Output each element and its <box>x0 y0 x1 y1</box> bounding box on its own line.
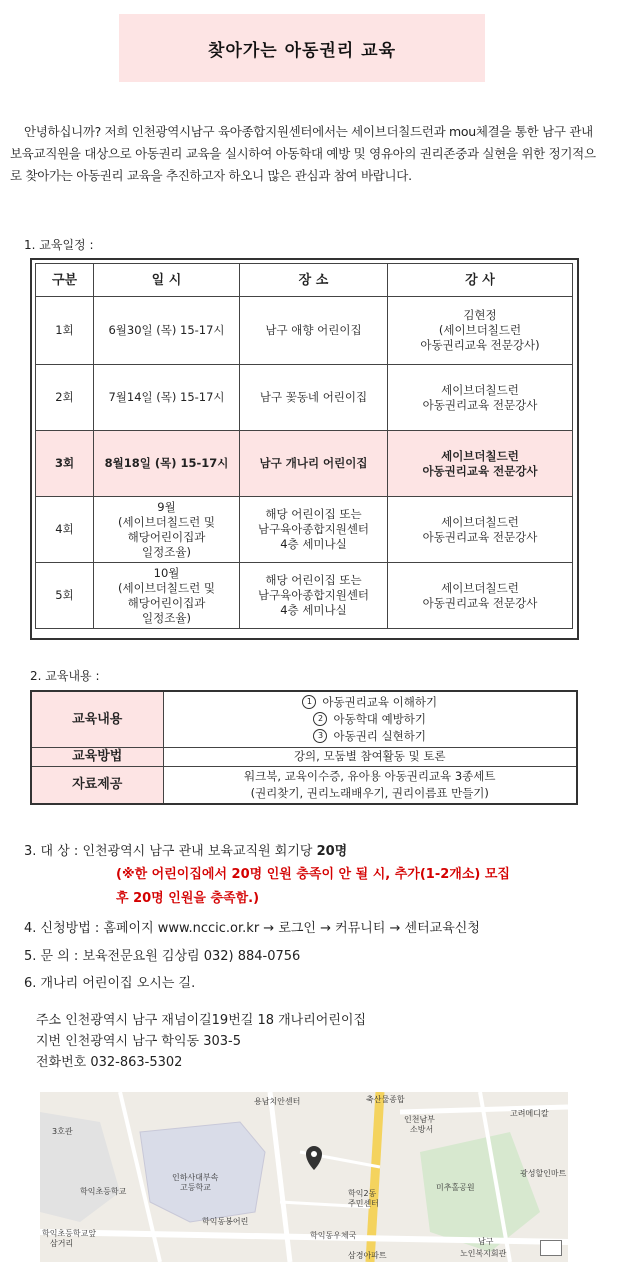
instructor-line: 아동권리교육 전문강사 <box>422 397 538 412</box>
target-line <box>24 840 347 859</box>
map-label: 삼경아파트 <box>348 1251 387 1260</box>
map-label: 미추홀공원 <box>436 1183 475 1192</box>
session-date: 7월14일 (목) 15-17시 <box>94 365 240 431</box>
map-label: 노인복지회관 <box>460 1249 507 1258</box>
header-cell: 구분 <box>36 264 94 297</box>
address-block <box>36 1010 366 1073</box>
session-instructor <box>388 297 573 365</box>
label-material: 자료제공 <box>31 766 163 804</box>
instructor-line: 세이브더칠드런 <box>441 448 519 463</box>
list-item <box>164 694 577 711</box>
inquiry-text: 보육전문요원 김상림 032) 884-0756 <box>82 949 301 964</box>
map-label: 인하사대부속 <box>172 1173 219 1182</box>
place-line: 해당 어린이집 또는 <box>265 573 362 587</box>
place-line: 남구육아종합지원센터 <box>257 588 370 602</box>
instructor-line: 아동권리교육 전문강사 <box>422 595 538 610</box>
date-line: 해당어린이집과 <box>127 595 206 610</box>
schedule-heading: 1. 교육일정 : <box>24 238 94 252</box>
place-line: 4층 세미나실 <box>280 537 347 551</box>
instructor-line: 세이브더칠드런 <box>441 514 519 529</box>
inquiry-line <box>24 945 300 964</box>
number-circle: 3 <box>313 729 327 743</box>
map-label: 3호관 <box>52 1127 73 1136</box>
header-cell: 강 사 <box>388 264 573 297</box>
target-label: 3. 대 상 : <box>24 844 79 859</box>
material-text <box>163 766 577 804</box>
instructor-line: (세이브더칠드런 <box>438 323 522 337</box>
map-label: 인천남부 <box>404 1115 435 1124</box>
title-box <box>119 14 485 82</box>
session-date <box>94 497 240 563</box>
map-expand-button[interactable] <box>540 1240 562 1256</box>
session-place: 남구 개나리 어린이집 <box>240 431 388 497</box>
map-label: 주민센터 <box>348 1199 379 1208</box>
session-date <box>94 563 240 629</box>
session-date: 8월18일 (목) 15-17시 <box>94 431 240 497</box>
place-line: 4층 세미나실 <box>280 603 347 617</box>
instructor-line: 아동권리교육 전문강사) <box>420 338 540 352</box>
map-label: 학익2동 <box>348 1189 377 1198</box>
apply-text: 홈페이지 www.nccic.or.kr → 로그인 → 커뮤니티 → 센터교육신청 <box>103 921 480 936</box>
table-row <box>36 297 573 365</box>
number-circle: 1 <box>302 695 316 709</box>
date-line: (세이브더칠드런 및 <box>117 580 215 595</box>
list-item <box>164 711 577 728</box>
session-instructor <box>388 497 573 563</box>
session-instructor <box>388 431 573 497</box>
map-label: 고등학교 <box>180 1183 211 1192</box>
instructor-line: 아동권리교육 전문강사 <box>422 463 538 478</box>
session-instructor <box>388 365 573 431</box>
map-label: 학익초등학교 <box>80 1187 127 1196</box>
session-place: 남구 꽃동네 어린이집 <box>240 365 388 431</box>
date-line: 해당어린이집과 <box>127 529 206 544</box>
inquiry-label: 5. 문 의 : <box>24 949 79 964</box>
instructor-line: 김현정 <box>463 308 497 322</box>
session-place: 남구 애향 어린이집 <box>240 297 388 365</box>
material-line: 워크북, 교육이수증, 유아용 아동권리교육 3종세트 <box>244 768 496 783</box>
session-no: 1회 <box>36 297 94 365</box>
date-line: 일정조율) <box>142 544 191 559</box>
target-note-1: (※한 어린이집에서 20명 인원 충족이 안 될 시, 추가(1-2개소) 모집 <box>116 867 510 882</box>
directions-heading: 6. 개나리 어린이집 오시는 길. <box>24 976 196 991</box>
address-phone: 전화번호 032-863-5302 <box>36 1055 183 1070</box>
session-no: 3회 <box>36 431 94 497</box>
number-circle: 2 <box>313 712 327 726</box>
target-count: 20명 <box>316 844 348 859</box>
location-map[interactable] <box>40 1092 568 1262</box>
table-row <box>31 766 577 804</box>
schedule-header-row <box>36 264 573 297</box>
session-no: 2회 <box>36 365 94 431</box>
schedule-table <box>35 263 573 629</box>
item-text: 아동권리 실현하기 <box>333 728 427 743</box>
method-text: 강의, 모둠별 참여활동 및 토론 <box>163 747 577 766</box>
session-date: 6월30일 (목) 15-17시 <box>94 297 240 365</box>
item-text: 아동학대 예방하기 <box>333 711 427 726</box>
map-label: 용남치안센터 <box>254 1097 301 1106</box>
table-row <box>31 691 577 747</box>
place-line: 남구육아종합지원센터 <box>257 522 370 536</box>
target-text: 인천광역시 남구 관내 보육교직원 회기당 <box>82 844 317 859</box>
instructor-line: 세이브더칠드런 <box>441 580 519 595</box>
table-row-highlighted <box>36 431 573 497</box>
date-line: 일정조율) <box>142 610 191 625</box>
map-label: 고려메디칼 <box>510 1109 549 1118</box>
session-instructor <box>388 563 573 629</box>
session-place <box>240 563 388 629</box>
map-label: 축산물종합 <box>366 1095 405 1104</box>
material-line: (권리찾기, 권리노래배우기, 권리이름표 만들기) <box>250 785 489 800</box>
content-heading: 2. 교육내용 : <box>30 669 100 683</box>
map-label: 남구 <box>478 1237 494 1246</box>
date-line: 10월 <box>153 565 180 580</box>
target-note-2: 후 20명 인원을 충족함.) <box>116 891 260 906</box>
address-road: 주소 인천광역시 남구 재넘이길19번길 18 개나리어린이집 <box>36 1013 367 1028</box>
apply-line <box>24 917 480 936</box>
item-text: 아동권리교육 이해하기 <box>322 694 438 709</box>
table-row <box>36 563 573 629</box>
page-title: 찾아가는 아동권리 교육 <box>207 40 397 61</box>
intro-paragraph: 안녕하십니까? 저희 인천광역시남구 육아종합지원센터에서는 세이브더칠드런과 mou체결을 통한 남구 관내 보육교직원을 대상으로 아동권리 교육을 실시하여 아동학대 예방 및 영유아의 권리존중과 실현을 위한 정기적으로 찾아가는 아동권리 교육을 추진하고자 하오니 많은 관심과 참여 바랍니다. <box>10 124 596 183</box>
content-table <box>30 690 578 805</box>
content-items <box>163 691 577 747</box>
session-no: 4회 <box>36 497 94 563</box>
table-row <box>36 365 573 431</box>
date-line: 9월 <box>157 499 176 514</box>
label-content: 교육내용 <box>31 691 163 747</box>
instructor-line: 세이브더칠드런 <box>441 382 519 397</box>
date-line: (세이브더칠드런 및 <box>117 514 215 529</box>
table-row <box>31 747 577 766</box>
instructor-line: 아동권리교육 전문강사 <box>422 529 538 544</box>
table-row <box>36 497 573 563</box>
map-label: 삼거리 <box>50 1239 74 1248</box>
session-place <box>240 497 388 563</box>
map-label: 광성할인마트 <box>520 1169 567 1178</box>
map-label: 학익동봉어린 <box>202 1217 249 1226</box>
header-cell: 장 소 <box>240 264 388 297</box>
session-no: 5회 <box>36 563 94 629</box>
place-line: 해당 어린이집 또는 <box>265 507 362 521</box>
map-label: 학익초등학교앞 <box>42 1229 97 1238</box>
header-cell: 일 시 <box>94 264 240 297</box>
map-label: 학익동우체국 <box>310 1231 357 1240</box>
list-item <box>164 728 577 745</box>
apply-label: 4. 신청방법 : <box>24 921 100 936</box>
address-lot: 지번 인천광역시 남구 학익동 303-5 <box>36 1034 242 1049</box>
label-method: 교육방법 <box>31 747 163 766</box>
map-label: 소방서 <box>410 1125 434 1134</box>
